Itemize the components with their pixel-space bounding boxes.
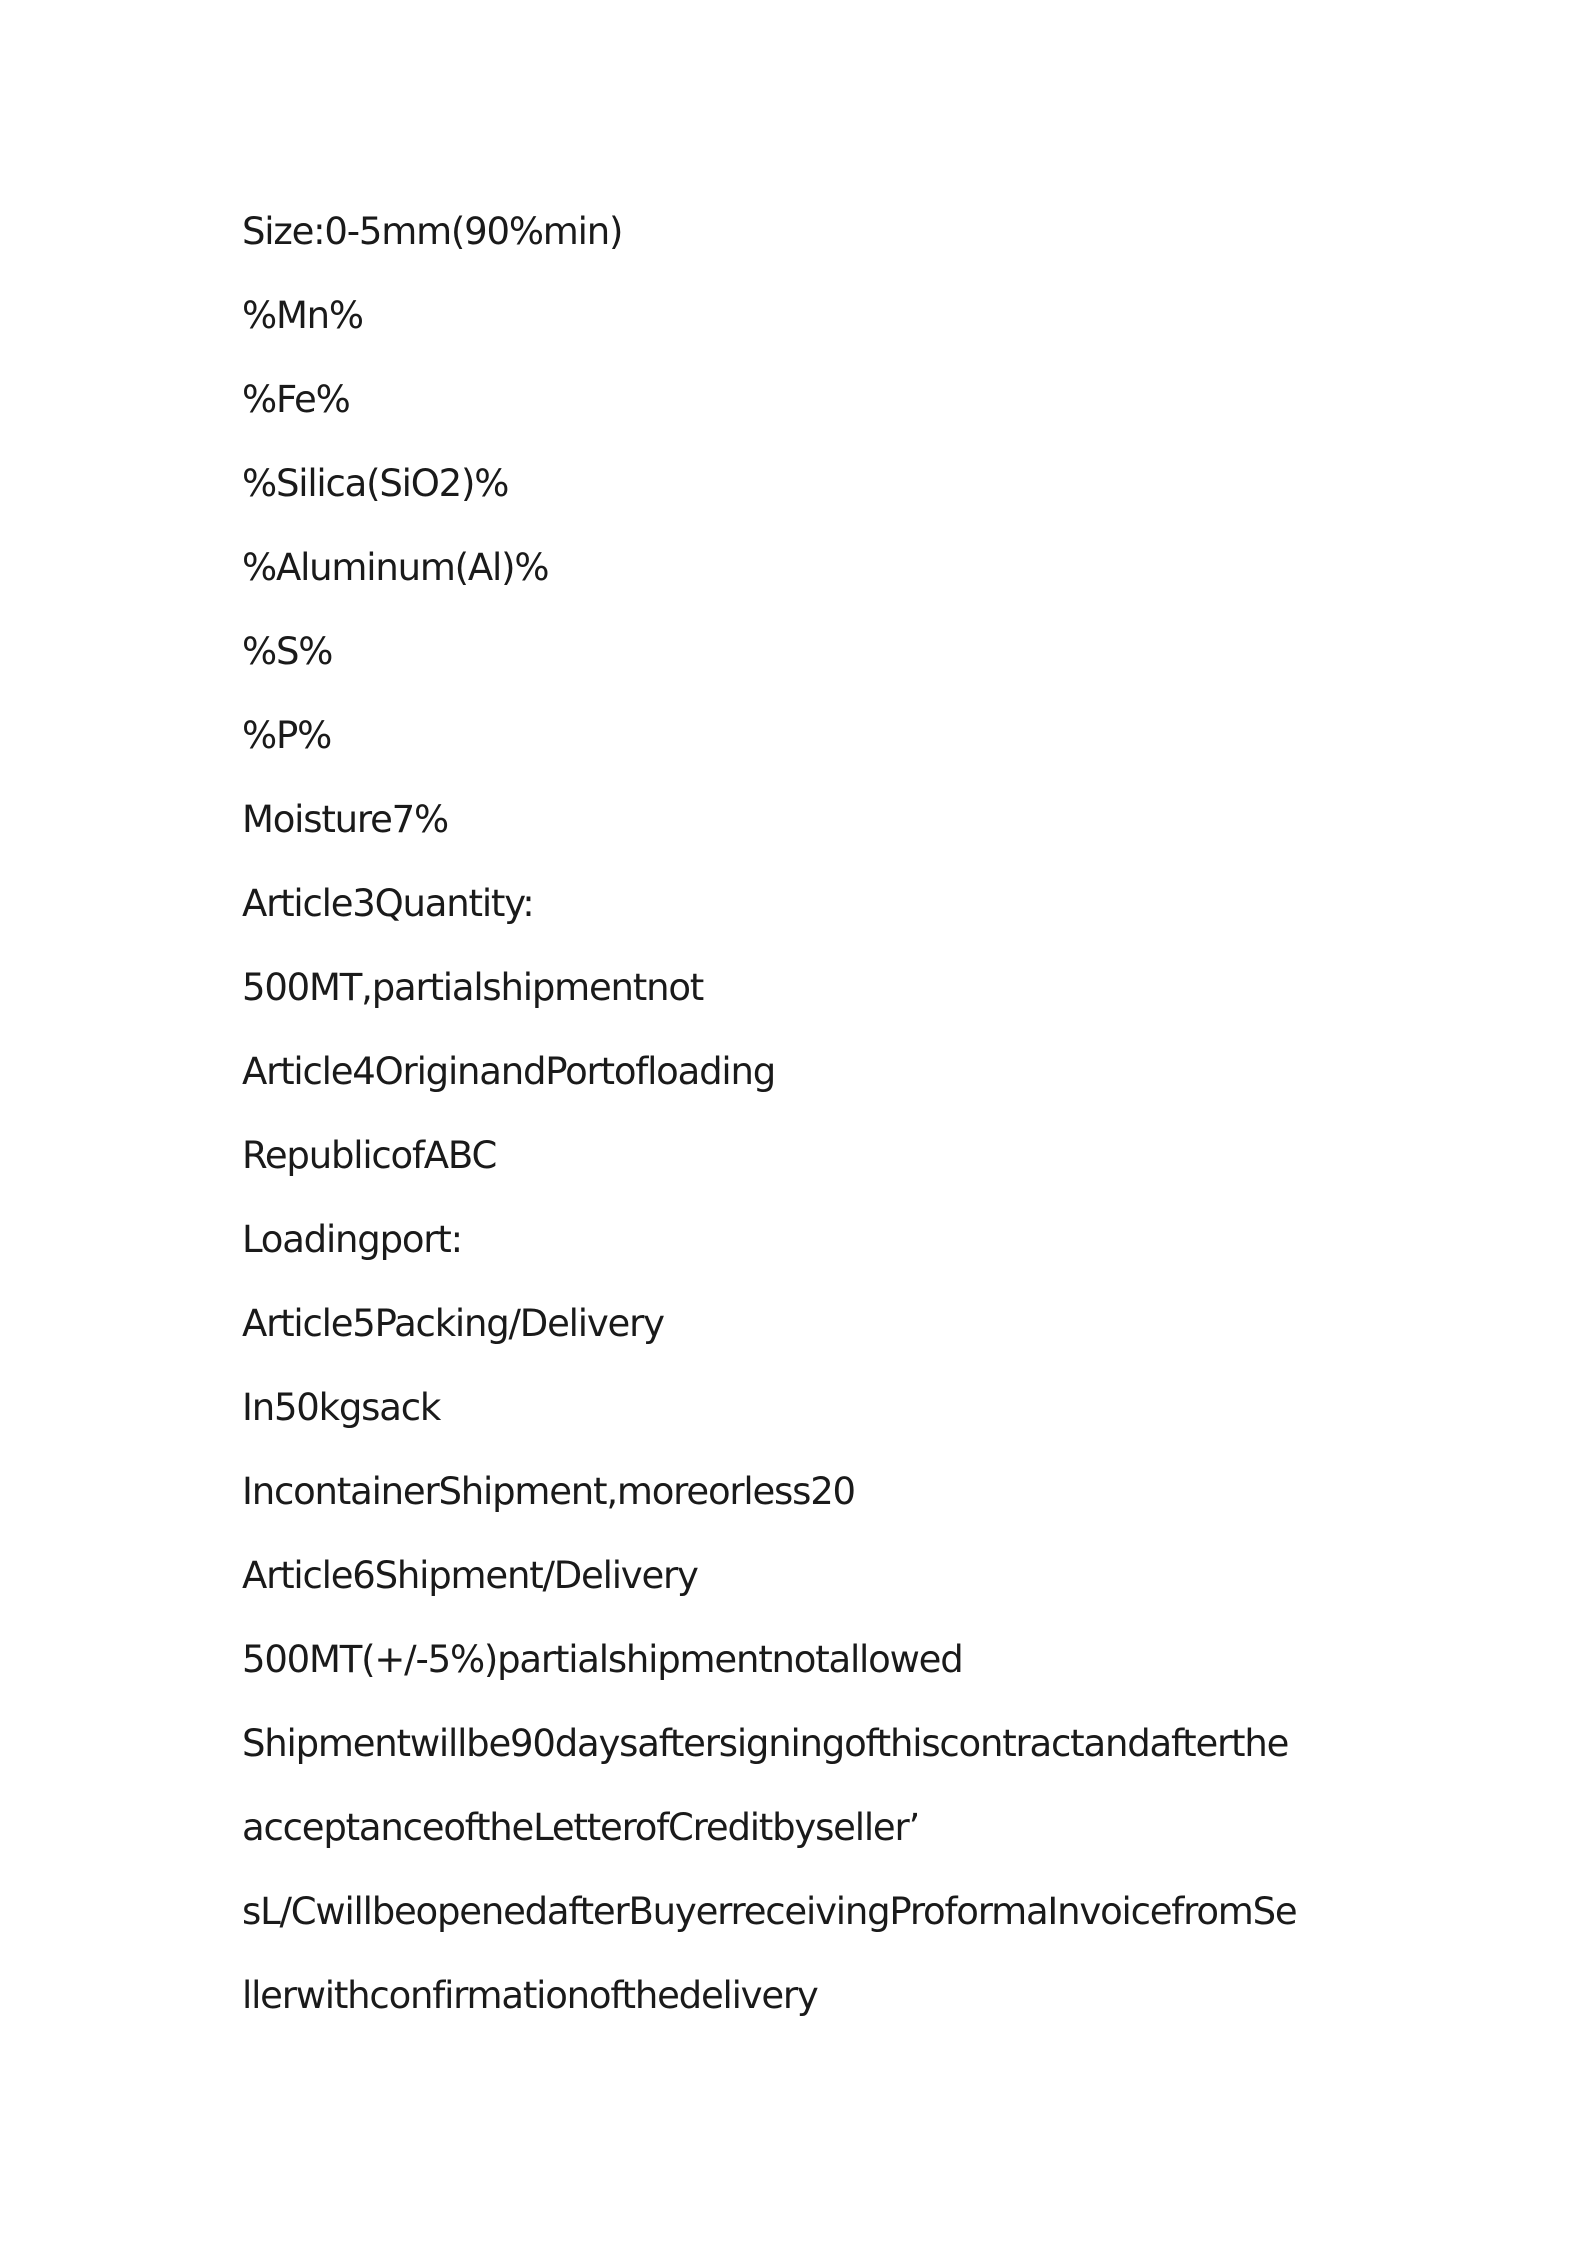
text-line-shipment-timing: Shipmentwillbe90daysaftersigningofthiscontractandafterthe [242, 1722, 1289, 1765]
text-line-mn: %Mn% [242, 294, 363, 337]
text-line-origin: RepublicofABC [242, 1134, 497, 1177]
article-4-heading: Article4OriginandPortofloading [242, 1050, 775, 1093]
text-line-acceptance: acceptanceoftheLetterofCreditbyseller’ [242, 1806, 920, 1849]
text-line-size: Size:0-5mm(90%min) [242, 210, 623, 253]
text-line-aluminum: %Aluminum(Al)% [242, 546, 549, 589]
text-line-sack: In50kgsack [242, 1386, 441, 1429]
document-body [242, 200, 1492, 2048]
article-6-heading: Article6Shipment/Delivery [242, 1554, 698, 1597]
article-3-heading: Article3Quantity: [242, 882, 534, 925]
text-line-confirmation: llerwithconfirmationofthedelivery [242, 1974, 818, 2017]
text-line-silica: %Silica(SiO2)% [242, 462, 509, 505]
article-5-heading: Article5Packing/Delivery [242, 1302, 664, 1345]
text-line-fe: %Fe% [242, 378, 350, 421]
text-line-moisture: Moisture7% [242, 798, 448, 841]
text-line-sulfur: %S% [242, 630, 333, 673]
text-line-lc: sL/CwillbeopenedafterBuyerreceivingProformaInvoicefromSe [242, 1890, 1297, 1933]
text-line-quantity: 500MT,partialshipmentnot [242, 966, 704, 1009]
text-line-shipment-quantity: 500MT(+/-5%)partialshipmentnotallowed [242, 1638, 963, 1681]
text-line-phosphorus: %P% [242, 714, 332, 757]
text-line-container: IncontainerShipment,moreorless20 [242, 1470, 855, 1513]
text-line-loading-port: Loadingport: [242, 1218, 462, 1261]
